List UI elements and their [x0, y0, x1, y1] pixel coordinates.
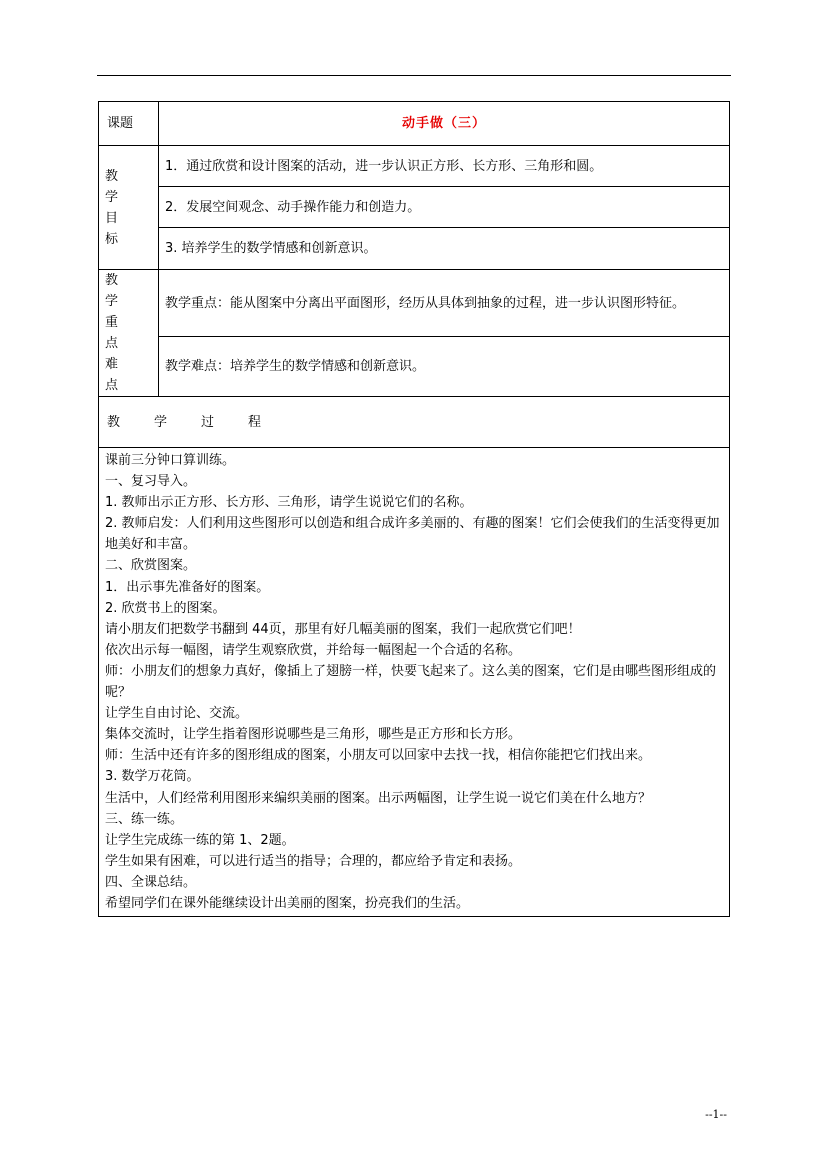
process-line: 集体交流时，让学生指着图形说哪些是三角形，哪些是正方形和长方形。 [105, 727, 522, 743]
keypoints-label-line: 教 学 [105, 273, 127, 309]
keypoints-label-line: 重 点 [105, 315, 127, 351]
process-body-row [99, 448, 730, 917]
process-line: 1. 教师出示正方形、长方形、三角形，请学生说说它们的名称。 [105, 495, 473, 511]
difficult-point-row [99, 337, 730, 397]
objectives-label [99, 146, 159, 270]
objective-row-3 [99, 228, 730, 270]
process-body [99, 448, 730, 917]
process-header-row [99, 397, 730, 448]
process-line: 依次出示每一幅图，请学生观察欣赏，并给每一幅图起一个合适的名称。 [105, 642, 522, 658]
objective-2: 2．发展空间观念、动手操作能力和创造力。 [159, 187, 730, 228]
objective-3: 3. 培养学生的数学情感和创新意识。 [159, 228, 730, 270]
objectives-label-char: 标 [105, 231, 119, 247]
process-line: 师：生活中还有许多的图形组成的图案，小朋友可以回家中去找一找，相信你能把它们找出来。 [105, 748, 652, 764]
keypoints-label-line: 难 点 [105, 357, 127, 393]
difficult-point: 教学难点：培养学生的数学情感和创新意识。 [159, 337, 730, 397]
process-line: 课前三分钟口算训练。 [105, 453, 236, 468]
objective-row-2 [99, 187, 730, 228]
process-line: 生活中，人们经常利用图形来编织美丽的图案。出示两幅图，让学生说一说它们美在什么地方？ [105, 790, 652, 806]
process-label [99, 397, 730, 448]
process-line: 3. 数学万花筒。 [105, 769, 200, 785]
process-label-char: 过 [201, 414, 215, 430]
process-line: 2. 欣赏书上的图案。 [105, 600, 226, 616]
process-line: 四、全课总结。 [105, 874, 197, 890]
process-line: 三、练一练。 [105, 811, 184, 827]
objective-row-1 [99, 146, 730, 187]
topic-row [99, 102, 730, 146]
process-line: 让学生完成练一练的第 1、2题。 [105, 832, 295, 848]
objective-1: 1．通过欣赏和设计图案的活动，进一步认识正方形、长方形、三角形和圆。 [159, 146, 730, 187]
process-line: 2. 教师启发：人们利用这些图形可以创造和组合成许多美丽的、有趣的图案！它们会使我们的生活变得更加地美好和丰富。 [105, 516, 720, 553]
key-point: 教学重点：能从图案中分离出平面图形，经历从具体到抽象的过程，进一步认识图形特征。 [159, 270, 730, 337]
page-number: --1-- [705, 1108, 727, 1121]
process-line: 1．出示事先准备好的图案。 [105, 579, 270, 595]
process-line: 学生如果有困难，可以进行适当的指导；合理的，都应给予肯定和表扬。 [105, 853, 522, 869]
topic-label: 课题 [99, 102, 159, 146]
header-rule [97, 75, 731, 76]
process-line: 师：小朋友们的想象力真好，像插上了翅膀一样，快要飞起来了。这么美的图案，它们是由哪些图形组成的呢？ [105, 663, 717, 701]
process-line: 希望同学们在课外能继续设计出美丽的图案，扮亮我们的生活。 [105, 895, 470, 911]
objectives-label-char: 学 [105, 189, 119, 205]
process-line: 请小朋友们把数学书翻到 44页，那里有好几幅美丽的图案，我们一起欣赏它们吧！ [105, 621, 581, 637]
process-label-char: 学 [154, 414, 168, 430]
process-label-char: 教 [107, 414, 121, 430]
key-point-row [99, 270, 730, 337]
process-line: 一、复习导入。 [105, 474, 197, 490]
keypoints-label [99, 270, 159, 397]
lesson-plan-table [98, 101, 730, 917]
process-line: 二、欣赏图案。 [105, 558, 197, 574]
objectives-label-char: 教 [105, 168, 119, 184]
process-line: 让学生自由讨论、交流。 [105, 706, 249, 722]
topic-title: 动手做（三） [159, 102, 730, 146]
objectives-label-char: 目 [105, 210, 119, 226]
process-label-char: 程 [248, 414, 262, 430]
